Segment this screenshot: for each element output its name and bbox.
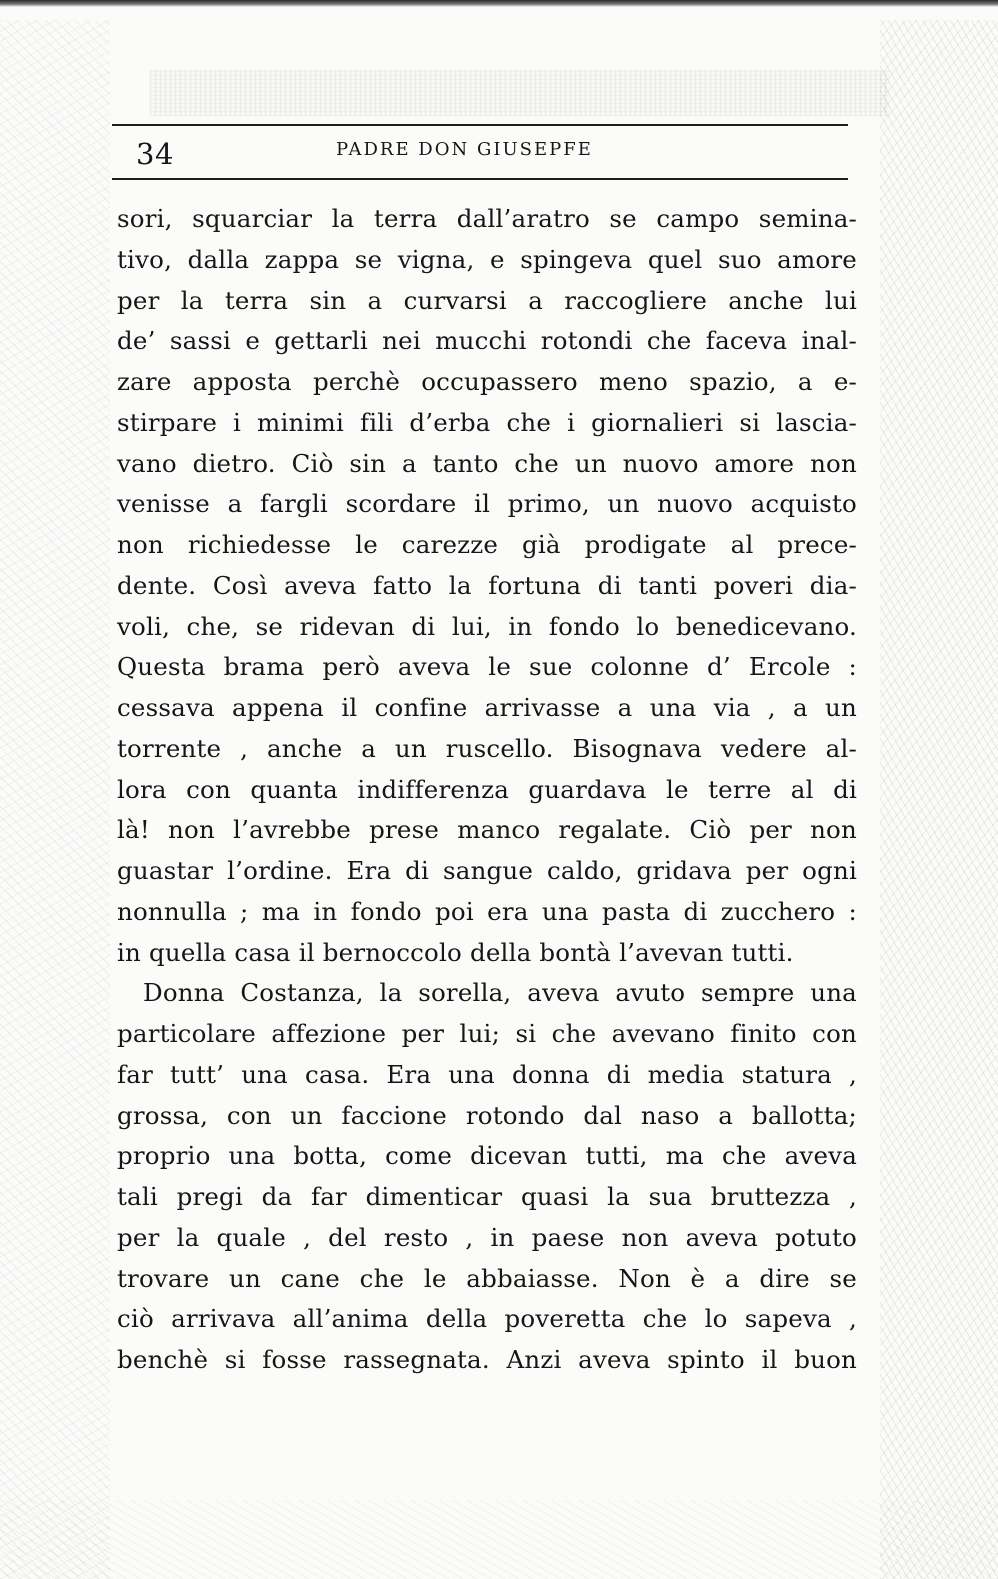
body-text <box>117 199 857 1381</box>
text-line: torrente , anche a un ruscello. Bisognava vedere al- <box>117 733 857 763</box>
text-line: sori, squarciar la terra dall’aratro se campo semina- <box>117 204 857 233</box>
text-line: dente. Così aveva fatto la fortuna di tanti poveri dia- <box>117 570 857 600</box>
scan-noise-bottom <box>0 1500 998 1579</box>
text-line: proprio una botta, come dicevan tutti, ma che aveva <box>117 1141 857 1171</box>
text-line: guastar l’ordine. Era di sangue caldo, gridava per ogni <box>117 856 857 885</box>
text-line: grossa, con un faccione rotondo dal naso a ballotta; <box>117 1100 857 1130</box>
text-line: cessava appena il confine arrivasse a una via , a un <box>117 693 857 722</box>
text-line: non richiedesse le carezze già prodigate al prece- <box>117 530 857 559</box>
running-head: PADRE DON GIUSEPFE <box>336 139 593 160</box>
text-line: tivo, dalla zappa se vigna, e spingeva quel suo amore <box>117 244 857 274</box>
page-number: 34 <box>136 137 174 171</box>
text-line: nonnulla ; ma in fondo poi era una pasta di zucchero : <box>117 896 857 926</box>
scan-noise-left <box>0 20 110 1579</box>
text-line: ciò arrivava all’anima della poveretta che lo sapeva , <box>117 1304 857 1334</box>
scan-noise-top <box>150 70 890 116</box>
text-line: far tutt’ una casa. Era una donna di media statura , <box>117 1059 857 1089</box>
text-line: per la terra sin a curvarsi a raccogliere anche lui <box>117 285 857 315</box>
scan-noise-right <box>880 20 998 1579</box>
text-line: vano dietro. Ciò sin a tanto che un nuovo amore non <box>117 448 857 478</box>
text-line: stirpare i minimi fili d’erba che i giornalieri si lascia- <box>117 407 857 437</box>
text-line: venisse a fargli scordare il primo, un nuovo acquisto <box>117 489 857 519</box>
text-line: in quella casa il bernoccolo della bontà l’avevan tutti. <box>117 937 794 967</box>
header-rule-top <box>112 124 848 126</box>
text-line: particolare affezione per lui; si che avevano finito con <box>117 1019 857 1048</box>
text-line: Donna Costanza, la sorella, aveva avuto sempre una <box>143 978 857 1008</box>
text-line: tali pregi da far dimenticar quasi la sua bruttezza , <box>117 1182 857 1211</box>
text-line: Questa brama però aveva le sue colonne d’ Ercole : <box>117 652 857 682</box>
text-line: zare apposta perchè occupassero meno spazio, a e- <box>117 367 857 396</box>
text-line: voli, che, se ridevan di lui, in fondo lo benedicevano. <box>117 611 857 641</box>
text-line: per la quale , del resto , in paese non aveva potuto <box>117 1222 857 1252</box>
text-line: là! non l’avrebbe prese manco regalate. Ciò per non <box>117 815 857 845</box>
header-rule-bottom <box>112 178 848 180</box>
text-line: benchè si fosse rassegnata. Anzi aveva spinto il buon <box>117 1345 857 1374</box>
scan-edge <box>0 0 998 7</box>
text-line: lora con quanta indifferenza guardava le terre al di <box>117 774 857 804</box>
text-line: trovare un cane che le abbaiasse. Non è a dire se <box>117 1263 857 1293</box>
text-line: de’ sassi e gettarli nei mucchi rotondi che faceva inal- <box>117 326 857 356</box>
